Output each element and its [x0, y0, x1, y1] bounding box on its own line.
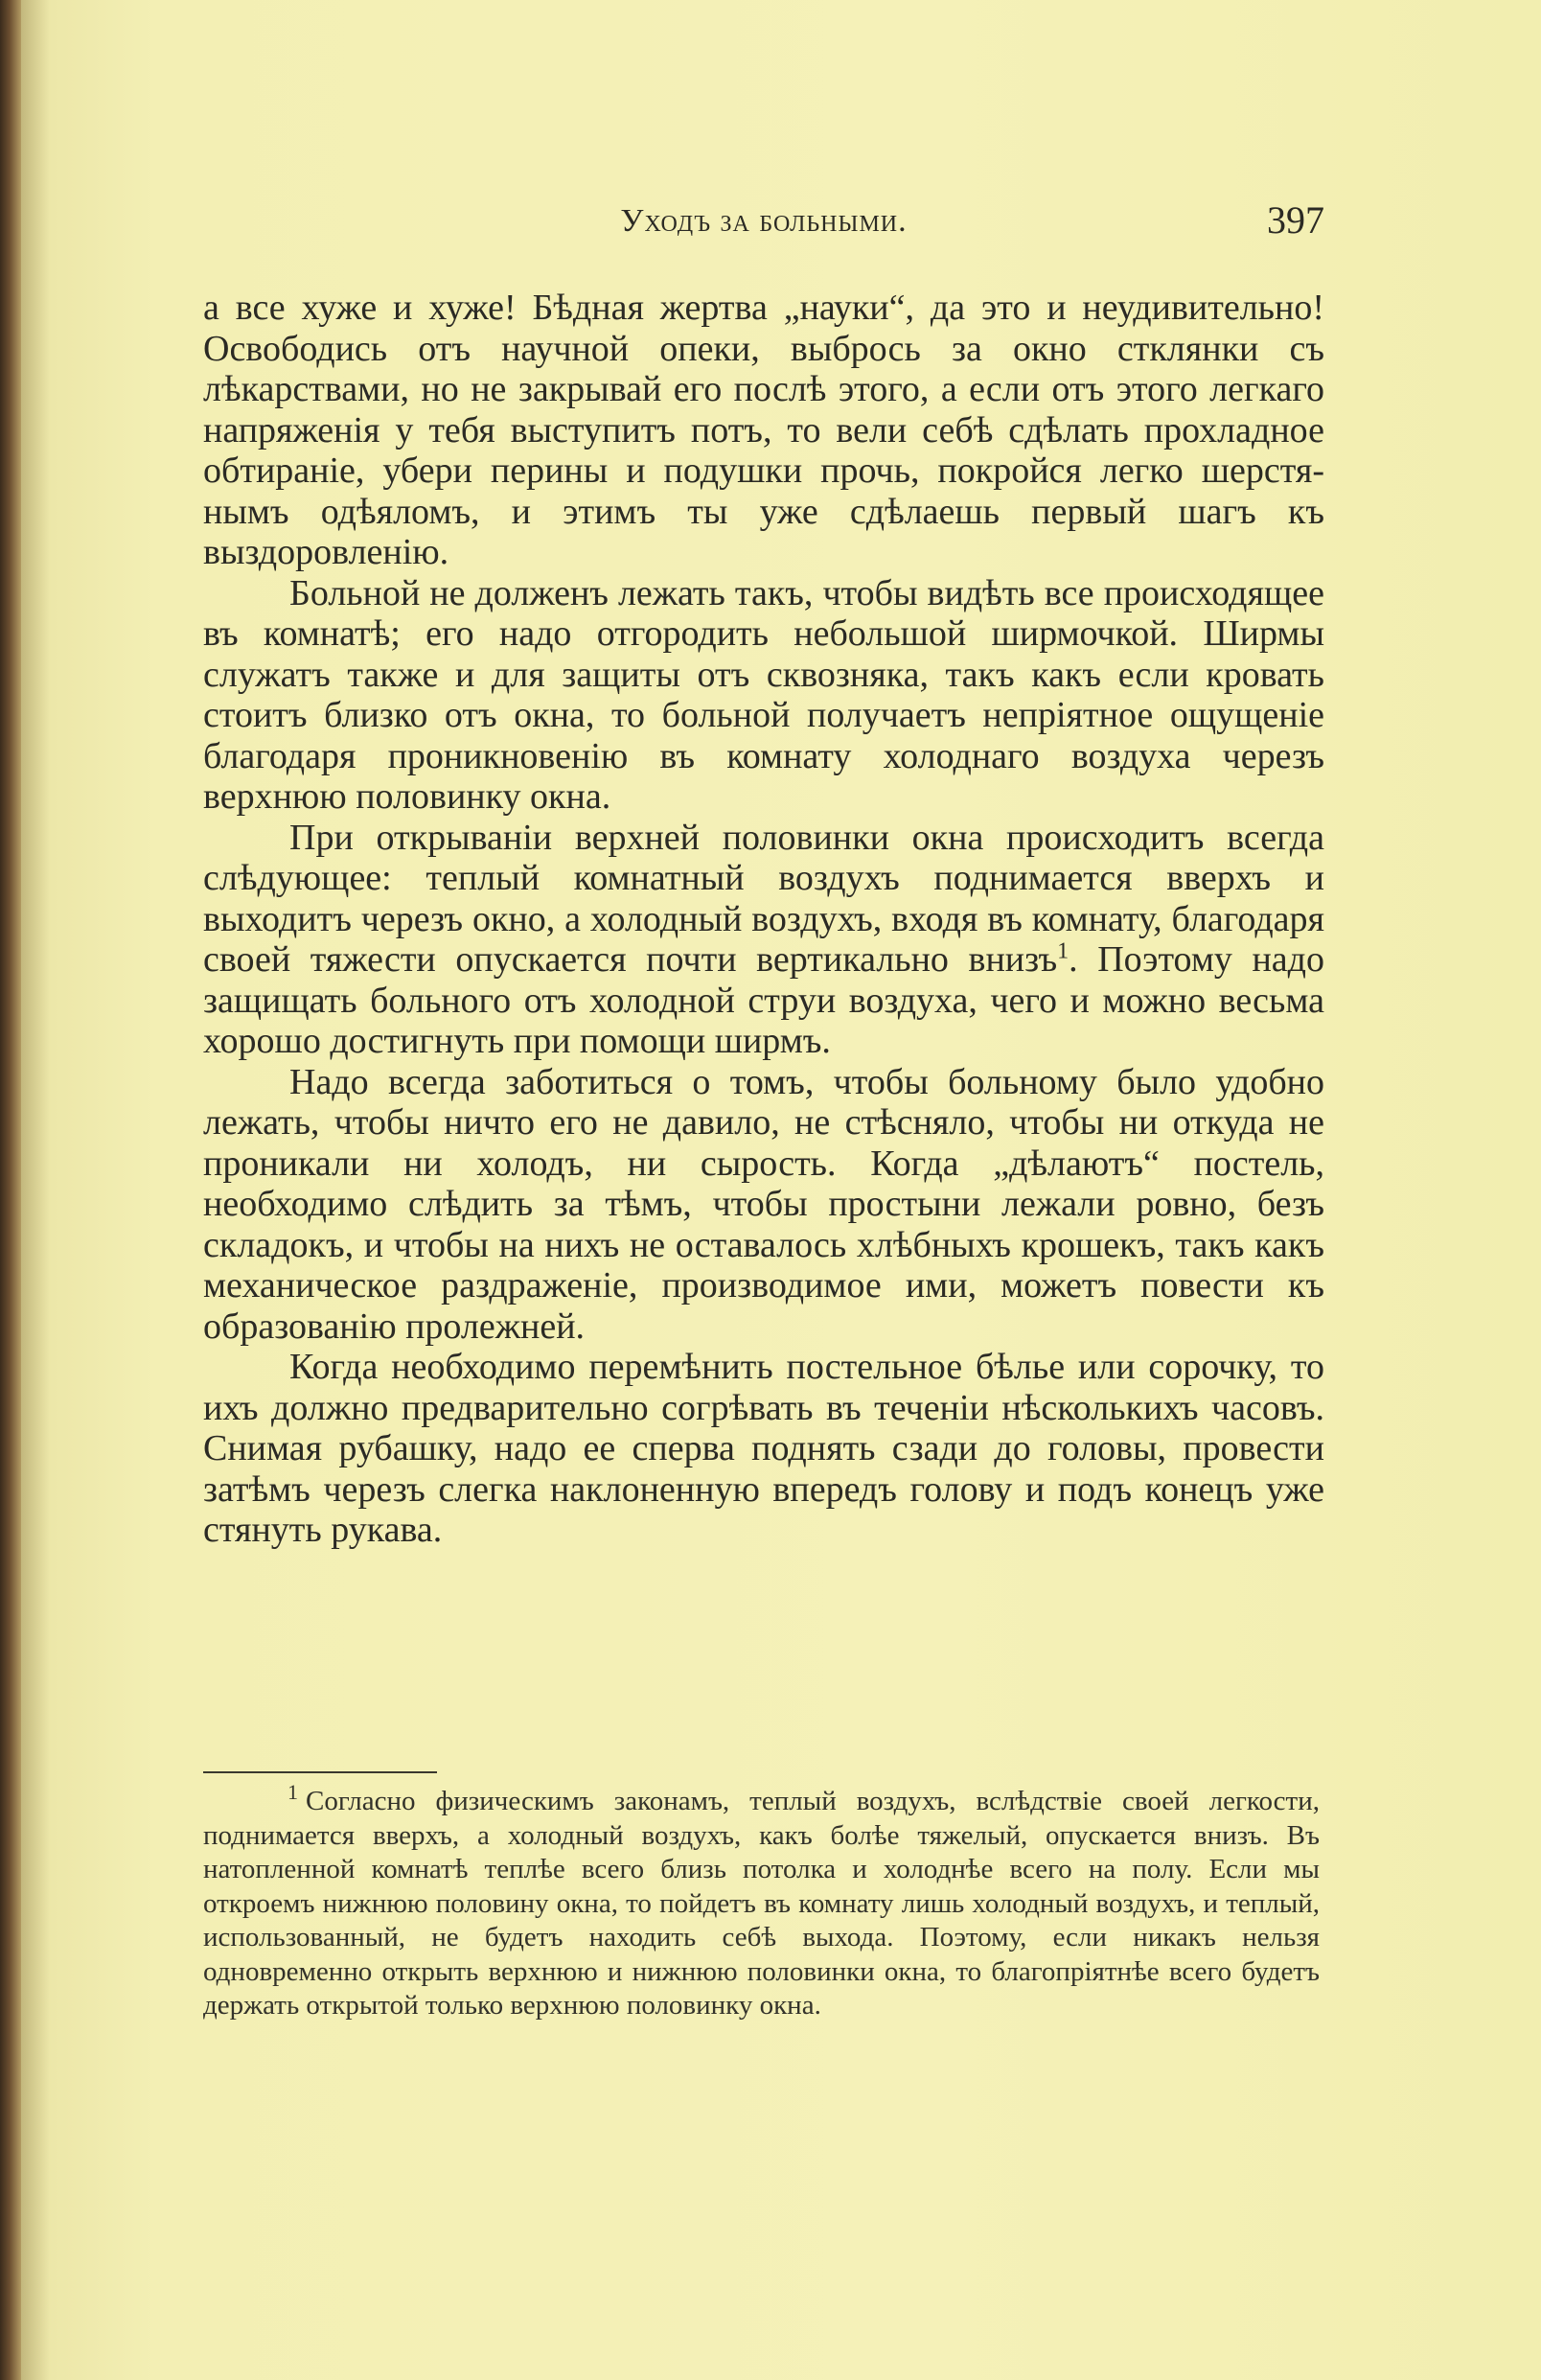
running-head	[203, 197, 1324, 255]
paragraph-3-text-before-note: При открываніи верхней половинки окна происходитъ всегда слѣдующее: теплый комнатный воздухъ поднимается вверхъ и выходитъ черезъ окно, а холодный воздухъ, входя въ комнату, благодаря своей тяжести опускается почти вертикально внизъ	[203, 817, 1324, 980]
running-head-title: Уходъ за больными.	[620, 203, 908, 239]
page-number: 397	[1267, 198, 1324, 242]
footnote-text: Согласно физическимъ законамъ, теплый воздухъ, вслѣдствіе своей легкости, поднимается вверхъ, а холодный воздухъ, какъ болѣе тяжелый, опускается внизъ. Въ натопленной комнатѣ теплѣе всего близь потолка и холоднѣе всего на полу. Если мы откроемъ нижнюю половину окна, то пойдетъ въ комнату лишь холодный воздухъ, и теплый, использованный, не будетъ находить себѣ выхода. Поэтому, если никакъ нельзя одновременно открыть верхнюю и нижнюю половинки окна, то благопріятнѣе всего будетъ держать открытой только верхнюю половинку окна.	[203, 1786, 1320, 2021]
body-text	[203, 288, 1324, 1551]
paragraph-4: Надо всегда заботиться о томъ, чтобы больному было удобно лежать, чтобы ничто его не давило, не стѣсняло, чтобы ни откуда не проникали ни холодъ, ни сырость. Когда „дѣлаютъ“ постель, необходимо слѣдить за тѣмъ, чтобы простыни лежали ровно, безъ складокъ, и чтобы на нихъ не оставалось хлѣбныхъ крошекъ, такъ какъ механическое раздраженіе, производимое ими, можетъ повести къ образованію пролежней.	[203, 1061, 1324, 1347]
footnote-separator-rule	[203, 1771, 437, 1773]
paragraph-2: Больной не долженъ лежать такъ, чтобы видѣть все происходящее въ комнатѣ; его надо отгородить небольшой ширмочкой. Ширмы служатъ также и для защиты отъ сквозняка, такъ какъ если кровать стоитъ близко отъ окна, то больной получаетъ непріятное ощущеніе благодаря проникновенію въ комнату холоднаго воздуха черезъ верхнюю половинку окна.	[203, 572, 1324, 817]
footnote-reference-mark: 1	[1057, 938, 1070, 964]
paragraph-3-text-after-note: . Поэтому надо защищать больного отъ холодной струи воздуха, чего и можно весьма хорошо достигнуть при помощи ширмъ.	[203, 939, 1324, 1061]
paragraph-5: Когда необходимо перемѣнить постельное бѣлье или сорочку, то ихъ должно предварительно согрѣвать въ теченіи нѣсколькихъ часовъ. Снимая рубашку, надо ее сперва поднять сзади до головы, провести затѣмъ черезъ слегка наклоненную впередъ голову и подъ конецъ уже стянуть рукава.	[203, 1347, 1324, 1550]
gutter-shadow	[21, 0, 50, 2380]
book-spine-edge	[0, 0, 21, 2380]
footnote-mark: 1	[288, 1780, 298, 1805]
footnote	[203, 1780, 1320, 2023]
paragraph-3	[203, 818, 1324, 1062]
paragraph-1: а все хуже и хуже! Бѣдная жертва „науки“, да это и неудивительно! Освободись отъ научной опеки, выбрось за окно стклянки съ лѣкарствами, но не закрывай его послѣ этого, а если отъ этого легкаго напряженія у тебя выступитъ потъ, то вели себѣ сдѣлать прохладное обтираніе, убери перины и подушки прочь, покройся легко шерстянымъ одѣяломъ, и этимъ ты уже сдѣлаешь первый шагъ къ выздоровленію.	[203, 288, 1324, 572]
